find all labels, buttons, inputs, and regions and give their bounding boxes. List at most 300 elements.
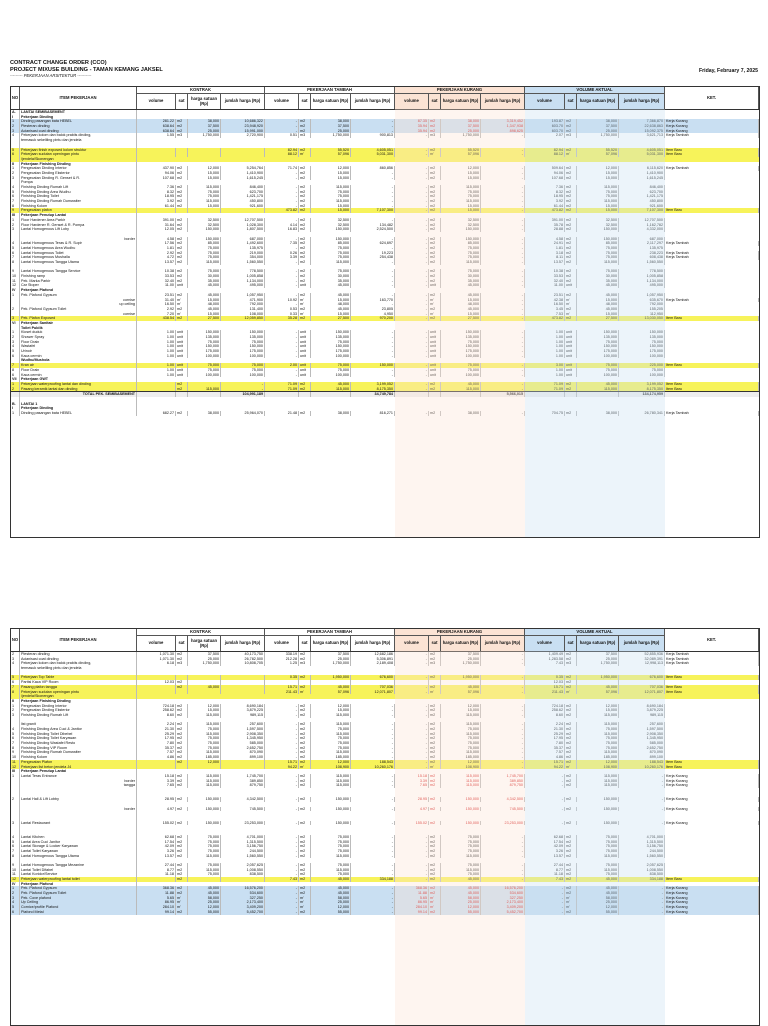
unit-price-cell: 75,000	[441, 736, 481, 741]
volume-cell: 438.54	[137, 316, 176, 321]
unit-price-cell: 15,000	[441, 176, 481, 181]
volume-cell: -	[265, 119, 299, 124]
unit-price-cell: 57,096	[577, 690, 619, 695]
volume-cell: -	[265, 835, 299, 840]
unit-price-cell: 115,000	[577, 750, 619, 755]
volume-cell: -	[265, 821, 299, 826]
header-volume: volume	[137, 636, 176, 651]
unit-cell: unit	[429, 335, 441, 340]
item-number: I	[11, 406, 20, 411]
volume-cell: -	[395, 844, 429, 849]
header-sat: sat	[565, 636, 577, 651]
volume-cell: -	[265, 849, 299, 854]
total-price-cell: 3,156,750	[619, 844, 665, 849]
item-number: III	[11, 213, 20, 218]
volume-cell: 10.38	[525, 269, 565, 274]
item-name: Pekerjaan Dinding	[20, 406, 137, 411]
unit-price-cell: 75,000	[188, 363, 221, 368]
total-price-cell: 2,173,400	[481, 900, 525, 905]
total-price-cell: 8,690,184	[221, 704, 265, 709]
volume-cell: 24.91	[525, 241, 565, 246]
unit-price-cell: 15,000	[577, 312, 619, 317]
unit-cell: m2	[176, 279, 188, 284]
item-sub-label: up ceiling	[20, 302, 137, 307]
unit-price-cell: 150,000	[441, 807, 481, 812]
unit-price-cell: 150,000	[311, 821, 351, 826]
unit-cell: m2	[429, 194, 441, 199]
unit-cell: m2	[429, 685, 441, 690]
unit-price-cell: 75,000	[188, 840, 221, 845]
total-price-cell: -	[481, 237, 525, 242]
volume-cell: 473.82	[265, 208, 299, 213]
unit-price-cell: 75,000	[188, 251, 221, 256]
total-price-cell: 334,188	[351, 877, 395, 882]
unit-cell: m3	[176, 133, 188, 138]
item-name: Lantai Hall & Lift Lobby	[20, 797, 137, 802]
volume-cell: 1.00	[525, 373, 565, 378]
item-name: Lantai Homogenous Tangga Mezanine	[20, 863, 137, 868]
unit-price-cell: 1,950,000	[441, 675, 481, 680]
unit-cell: m2	[565, 657, 577, 662]
unit-cell: m2	[299, 807, 311, 812]
unit-cell: unit	[429, 283, 441, 288]
volume-cell: -	[395, 166, 429, 171]
total-price-cell: -	[351, 797, 395, 802]
unit-price-cell: 100,000	[577, 373, 619, 378]
unit-price-cell: 25,000	[188, 900, 221, 905]
header-volume: volume	[525, 636, 565, 651]
unit-price-cell: 75,000	[441, 190, 481, 195]
total-price-cell: -	[351, 119, 395, 124]
unit-cell: m2	[565, 760, 577, 765]
total-price-cell: 16,576,200	[481, 886, 525, 891]
item-number: 3	[11, 316, 20, 321]
item-number: 2	[11, 171, 20, 176]
unit-price-cell: 57,096	[441, 690, 481, 695]
unit-price-cell: 58,000	[311, 896, 351, 901]
unit-price-cell: 45,000	[188, 891, 221, 896]
unit-cell: m3	[565, 133, 577, 138]
remark-cell: Item Baru	[665, 760, 759, 765]
unit-cell: m2	[429, 713, 441, 718]
unit-price-cell: 75,000	[311, 849, 351, 854]
unit-price-cell: 32,500	[311, 218, 351, 223]
volume-cell: -	[265, 783, 299, 788]
unit-price-cell: 15,000	[311, 171, 351, 176]
volume-cell: -	[395, 354, 429, 359]
total-price-cell: -	[481, 685, 525, 690]
total-price-cell: 12,707,500	[619, 218, 665, 223]
total-price-cell: -	[351, 821, 395, 826]
volume-cell: -	[395, 765, 429, 770]
item-name: Finishing ramp	[20, 274, 137, 279]
item-number: 4	[11, 900, 20, 905]
remark-cell: Item Baru	[665, 877, 759, 882]
unit-price-cell: 58,000	[577, 896, 619, 901]
total-price-cell: -	[351, 732, 395, 737]
volume-cell: -	[525, 891, 565, 896]
item-number: 12	[11, 877, 20, 882]
total-price-cell: 75,000	[221, 363, 265, 368]
volume-cell: 211.43	[525, 690, 565, 695]
document-date: Friday, February 7, 2025	[698, 68, 758, 74]
unit-cell: m2	[565, 713, 577, 718]
unit-cell: m2	[429, 166, 441, 171]
item-number: 7	[11, 255, 20, 260]
unit-price-cell: 15,000	[311, 176, 351, 181]
unit-cell: m2	[565, 675, 577, 680]
item-number: 8	[11, 204, 20, 209]
volume-cell: -	[395, 344, 429, 349]
volume-cell: 2.92	[137, 307, 176, 312]
unit-price-cell: 115,000	[188, 185, 221, 190]
volume-cell: 32.40	[525, 279, 565, 284]
volume-cell: -	[265, 886, 299, 891]
unit-price-cell: 48,000	[441, 302, 481, 307]
unit-price-cell: 45,000	[311, 382, 351, 387]
header-group-aktual: VOLUME AKTUAL	[525, 87, 665, 94]
unit-price-cell: 150,000	[311, 237, 351, 242]
volume-cell: 437.90	[137, 166, 176, 171]
item-number: 12	[11, 283, 20, 288]
unit-price-cell: 75,000	[577, 835, 619, 840]
header-group-tambah: PEKERJAAN TAMBAH	[265, 87, 395, 94]
volume-cell: 4.14	[265, 223, 299, 228]
unit-cell: m'	[565, 152, 577, 157]
unit-price-cell: 135,000	[188, 335, 221, 340]
unit-cell: m2	[299, 166, 311, 171]
total-price-cell: -	[619, 910, 665, 915]
volume-cell: -	[395, 199, 429, 204]
unit-price-cell: 75,000	[311, 269, 351, 274]
unit-cell: m2	[565, 171, 577, 176]
unit-cell: m2	[429, 872, 441, 877]
total-price-cell: 870,090	[619, 750, 665, 755]
total-price-cell: 5,031,300	[619, 152, 665, 157]
item-number: 10	[11, 274, 20, 279]
unit-cell: m2	[565, 129, 577, 134]
unit-cell: m2	[176, 713, 188, 718]
volume-cell: 1.81	[525, 246, 565, 251]
total-price-cell: -	[351, 840, 395, 845]
item-number: 3	[11, 896, 20, 901]
header-jumlah: jumlah harga (Rp)	[351, 94, 395, 109]
unit-cell: m2	[565, 241, 577, 246]
total-price-cell: -	[351, 349, 395, 354]
unit-price-cell: 115,000	[441, 722, 481, 727]
total-price-cell: -	[351, 886, 395, 891]
total-price-cell: -	[619, 797, 665, 802]
remark-cell: Kerja Tambah	[665, 661, 759, 666]
total-price-cell: -	[351, 783, 395, 788]
total-price-cell: 3,156,750	[221, 844, 265, 849]
remark-cell: Kerja Kurang	[665, 886, 759, 891]
unit-cell: unit	[176, 340, 188, 345]
item-number: 1	[11, 218, 20, 223]
item-number: 3	[11, 713, 20, 718]
unit-price-cell: 37,500	[577, 652, 619, 657]
unit-price-cell: 57,096	[577, 152, 619, 157]
unit-cell: m2	[565, 854, 577, 859]
volume-cell: 11.88	[395, 891, 429, 896]
volume-cell: -	[395, 387, 429, 392]
unit-cell: m2	[565, 807, 577, 812]
unit-cell: m2	[429, 732, 441, 737]
volume-cell: 8.60	[137, 713, 176, 718]
volume-cell: -	[395, 335, 429, 340]
item-name: list granit	[20, 722, 137, 727]
volume-cell: -	[395, 760, 429, 765]
item-name: Cornice/profile Plafond	[20, 905, 137, 910]
volume-cell: 23.51	[137, 293, 176, 298]
volume-cell: 1.00	[525, 354, 565, 359]
unit-cell: m'	[429, 298, 441, 303]
unit-price-cell: 45,000	[441, 307, 481, 312]
volume-cell: 4.86	[137, 755, 176, 760]
unit-price-cell: 115,000	[311, 260, 351, 265]
item-number: 2	[11, 387, 20, 392]
unit-cell: m2	[299, 274, 311, 279]
unit-cell: m2	[176, 685, 188, 690]
volume-cell: 1.00	[525, 330, 565, 335]
unit-cell: m2	[565, 218, 577, 223]
unit-price-cell: 45,000	[441, 891, 481, 896]
unit-price-cell: 75,000	[577, 849, 619, 854]
total-price-cell: -	[351, 844, 395, 849]
volume-cell: -	[265, 713, 299, 718]
unit-cell: m2	[299, 760, 311, 765]
unit-cell: m2	[176, 849, 188, 854]
unit-cell: m2	[565, 844, 577, 849]
item-name: Lantai Toilet Difabel	[20, 868, 137, 873]
unit-cell: m2	[429, 821, 441, 826]
total-price-cell: -	[481, 746, 525, 751]
unit-price-cell: 15,000	[311, 204, 351, 209]
unit-cell: m2	[429, 269, 441, 274]
volume-cell: -	[395, 176, 429, 181]
unit-cell: unit	[299, 330, 311, 335]
unit-price-cell: 85,000	[311, 241, 351, 246]
volume-cell: 0.33	[265, 312, 299, 317]
item-name: /jendela/Skonengan	[20, 157, 137, 162]
volume-cell: 35.28	[265, 316, 299, 321]
unit-price-cell: 175,000	[311, 349, 351, 354]
total-price-cell: -	[481, 835, 525, 840]
remark-cell: Kerja Kurang	[665, 124, 759, 129]
total-price-cell: 4,342,500	[221, 797, 265, 802]
unit-cell: m'	[565, 900, 577, 905]
item-name: Pek. Plafond Gypsum Toilet	[20, 307, 137, 312]
header-jumlah: jumlah harga (Rp)	[481, 636, 525, 651]
total-price-cell: 26,780,341	[619, 411, 665, 416]
unit-price-cell: 75,000	[577, 363, 619, 368]
total-price-cell: 135,975	[619, 246, 665, 251]
unit-price-cell: 15,000	[188, 312, 221, 317]
unit-cell: m2	[176, 727, 188, 732]
unit-cell: m2	[176, 891, 188, 896]
volume-cell: -	[395, 750, 429, 755]
volume-cell: 7.43	[265, 877, 299, 882]
volume-cell: 338.19	[265, 652, 299, 657]
unit-price-cell: 12,000	[441, 760, 481, 765]
item-name: Pengecatan Dinding Interior	[20, 166, 137, 171]
item-name: Acianisasi coat dinding	[20, 129, 137, 134]
unit-cell: m2	[565, 251, 577, 256]
unit-cell: m2	[429, 675, 441, 680]
volume-cell: 99.14	[137, 910, 176, 915]
unit-cell: unit	[565, 344, 577, 349]
volume-cell: -	[395, 260, 429, 265]
item-number: II	[11, 699, 20, 704]
volume-cell: 21.30	[137, 727, 176, 732]
unit-price-cell: 75,000	[441, 340, 481, 345]
item-name: Pek. Plafond Gypsum	[20, 293, 137, 298]
unit-cell: m'	[299, 765, 311, 770]
volume-cell: 7.20	[137, 312, 176, 317]
unit-price-cell: 115,000	[188, 779, 221, 784]
unit-cell: m2	[429, 176, 441, 181]
volume-cell: -	[395, 713, 429, 718]
unit-cell: m2	[565, 840, 577, 845]
total-price-cell: -	[481, 171, 525, 176]
unit-price-cell: 37,500	[311, 652, 351, 657]
total-price-cell: -	[481, 713, 525, 718]
total-price-cell: 989,115	[619, 713, 665, 718]
unit-cell: m2	[176, 269, 188, 274]
total-price-cell: -	[351, 807, 395, 812]
volume-cell: 8.77	[525, 868, 565, 873]
total-price-cell: 327,250	[481, 896, 525, 901]
item-number: 9	[11, 208, 20, 213]
unit-price-cell: 12,000	[311, 704, 351, 709]
remark-cell: Kerja Kurang	[665, 896, 759, 901]
total-price-cell: 15,991,000	[221, 129, 265, 134]
unit-price-cell: 45,000	[441, 886, 481, 891]
total-price-cell: -	[481, 732, 525, 737]
remark-cell: Item Baru	[665, 208, 759, 213]
volume-cell: -	[395, 727, 429, 732]
unit-cell: m2	[176, 241, 188, 246]
unit-cell: m2	[176, 840, 188, 845]
unit-cell: m2	[299, 886, 311, 891]
volume-cell: 13.57	[137, 260, 176, 265]
unit-cell: m2	[429, 704, 441, 709]
unit-price-cell: 75,000	[441, 246, 481, 251]
unit-price-cell: 75,000	[311, 863, 351, 868]
unit-price-cell: 37,500	[577, 124, 619, 129]
unit-cell: m2	[565, 722, 577, 727]
unit-price-cell: 45,000	[577, 891, 619, 896]
unit-price-cell: 45,000	[577, 307, 619, 312]
unit-price-cell: 75,000	[311, 736, 351, 741]
item-name: Finishing Dinding Area Wudhu	[20, 190, 137, 195]
item-name: Shower Spray	[20, 335, 137, 340]
total-price-cell: 792,000	[619, 302, 665, 307]
item-name: Pengecatan plafon	[20, 208, 137, 213]
volume-cell: 391.00	[525, 218, 565, 223]
total-price-cell: 8,690,184	[619, 704, 665, 709]
total-price-cell: 13,030,050	[619, 316, 665, 321]
volume-cell: 21.30	[525, 727, 565, 732]
unit-price-cell: 45,000	[188, 293, 221, 298]
unit-cell: m2	[429, 208, 441, 213]
total-price-cell: 5,566,015	[481, 392, 525, 397]
unit-price-cell: 12,000	[311, 905, 351, 910]
unit-cell: m3	[429, 661, 441, 666]
unit-cell: m2	[299, 783, 311, 788]
total-price-cell: 1,421,175	[221, 194, 265, 199]
total-price-cell: -	[351, 746, 395, 751]
unit-cell: m2	[429, 868, 441, 873]
unit-cell: m2	[299, 260, 311, 265]
unit-cell: m2	[429, 783, 441, 788]
volume-cell: 1.00	[137, 344, 176, 349]
volume-cell: 3.26	[137, 849, 176, 854]
unit-price-cell: 25,000	[311, 657, 351, 662]
total-price-cell: 838,500	[619, 872, 665, 877]
unit-price-cell: 150,000	[577, 344, 619, 349]
total-price-cell: -	[481, 872, 525, 877]
unit-price-cell: 75,000	[577, 727, 619, 732]
unit-price-cell: 115,000	[441, 199, 481, 204]
unit-cell: m2	[176, 910, 188, 915]
item-number: 3	[11, 657, 20, 662]
unit-price-cell: 75,000	[441, 363, 481, 368]
total-price-cell: -	[619, 779, 665, 784]
total-price-cell: -	[481, 227, 525, 232]
unit-price-cell: 75,000	[188, 269, 221, 274]
unit-cell: m2	[565, 166, 577, 171]
volume-cell: 107.68	[525, 176, 565, 181]
total-price-cell: 5,452,700	[221, 910, 265, 915]
volume-cell: 33.53	[525, 274, 565, 279]
volume-cell: 35.37	[525, 746, 565, 751]
unit-price-cell: 57,096	[311, 690, 351, 695]
volume-cell: -	[395, 382, 429, 387]
unit-price-cell: 57,096	[441, 152, 481, 157]
unit-price-cell: 75,000	[577, 255, 619, 260]
remark-cell: Item Baru	[665, 685, 759, 690]
unit-cell: m'	[176, 302, 188, 307]
unit-cell: m2	[176, 680, 188, 685]
total-price-cell: 2,057,625	[221, 863, 265, 868]
unit-price-cell: 32,500	[188, 223, 221, 228]
unit-cell: m2	[429, 863, 441, 868]
unit-price-cell: 15,000	[311, 312, 351, 317]
item-name: Lantai Homogenous Tangga Utama	[20, 854, 137, 859]
unit-price-cell: 115,000	[188, 387, 221, 392]
item-number: IV	[11, 882, 20, 887]
volume-cell: -	[265, 237, 299, 242]
unit-price-cell: 1,750,000	[188, 661, 221, 666]
unit-cell: m2	[565, 293, 577, 298]
unit-cell: m2	[565, 255, 577, 260]
item-name: Pekerjaan Penutup Lantai	[20, 769, 137, 774]
total-price-cell: -	[351, 274, 395, 279]
unit-price-cell: 15,000	[311, 708, 351, 713]
unit-cell: m2	[299, 194, 311, 199]
unit-cell: unit	[299, 344, 311, 349]
item-name: Finishing Dinding Toilet	[20, 194, 137, 199]
volume-cell: -	[265, 194, 299, 199]
volume-cell: 16.50	[137, 302, 176, 307]
volume-cell: 17.54	[137, 840, 176, 845]
unit-cell: unit	[565, 340, 577, 345]
volume-cell: 15.71	[525, 760, 565, 765]
remark-cell: Kerja Tambah	[665, 241, 759, 246]
unit-cell: m2	[176, 260, 188, 265]
unit-price-cell: 75,000	[188, 849, 221, 854]
